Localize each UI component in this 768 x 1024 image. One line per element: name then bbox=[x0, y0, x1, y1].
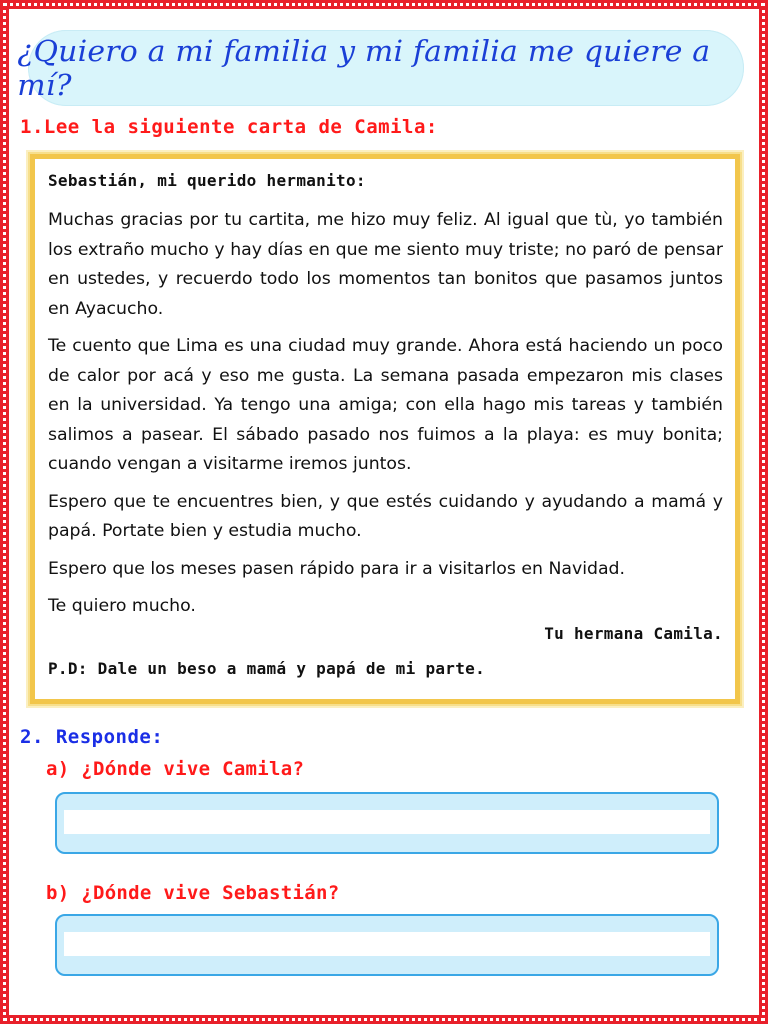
answer-line-a[interactable] bbox=[64, 810, 710, 834]
title-banner bbox=[17, 30, 744, 106]
letter-box bbox=[30, 154, 740, 704]
answer-line-b[interactable] bbox=[64, 932, 710, 956]
letter-paragraph-3: Espero que te encuentres bien, y que estés cuidando y ayudando a mamá y papá. Portate bien y estudia mucho. bbox=[48, 491, 723, 541]
letter-postscript: P.D: Dale un beso a mamá y papá de mi parte. bbox=[48, 658, 486, 678]
letter-paragraph-5: Te quiero mucho. bbox=[48, 596, 196, 616]
page-title: ¿Quiero a mi familia y mi familia me quiere a mí? bbox=[17, 34, 711, 102]
section-2-heading: 2. Responde: bbox=[20, 726, 164, 748]
letter-signature: Tu hermana Camila. bbox=[544, 623, 723, 643]
letter-paragraph-4: Espero que los meses pasen rápido para ir a visitarlos en Navidad. bbox=[48, 558, 626, 579]
letter-paragraph-1: Muchas gracias por tu cartita, me hizo muy feliz. Al igual que tù, yo también los extraño mucho y hay días en que me siento muy triste; no paró de pensar en ustedes, y recuerdo todo los momentos tan bonitos que pasamos juntos en Ayacucho. bbox=[48, 210, 723, 319]
answer-field-a[interactable] bbox=[55, 792, 719, 854]
section-1-heading: 1.Lee la siguiente carta de Camila: bbox=[20, 116, 438, 138]
answer-field-b[interactable] bbox=[55, 914, 719, 976]
letter-salutation: Sebastián, mi querido hermanito: bbox=[48, 171, 366, 190]
letter-paragraph-2: Te cuento que Lima es una ciudad muy grande. Ahora está haciendo un poco de calor por acá y eso me gusta. La semana pasada empezaron mis clases en la universidad. Ya tengo una amiga; con ella hago mis tareas y también salimos a pasear. El sábado pasado nos fuimos a la playa: es muy bonita; cuando vengan a visitarme iremos juntos. bbox=[48, 336, 723, 474]
question-a: a) ¿Dónde vive Camila? bbox=[46, 758, 305, 780]
question-b: b) ¿Dónde vive Sebastián? bbox=[46, 882, 340, 904]
